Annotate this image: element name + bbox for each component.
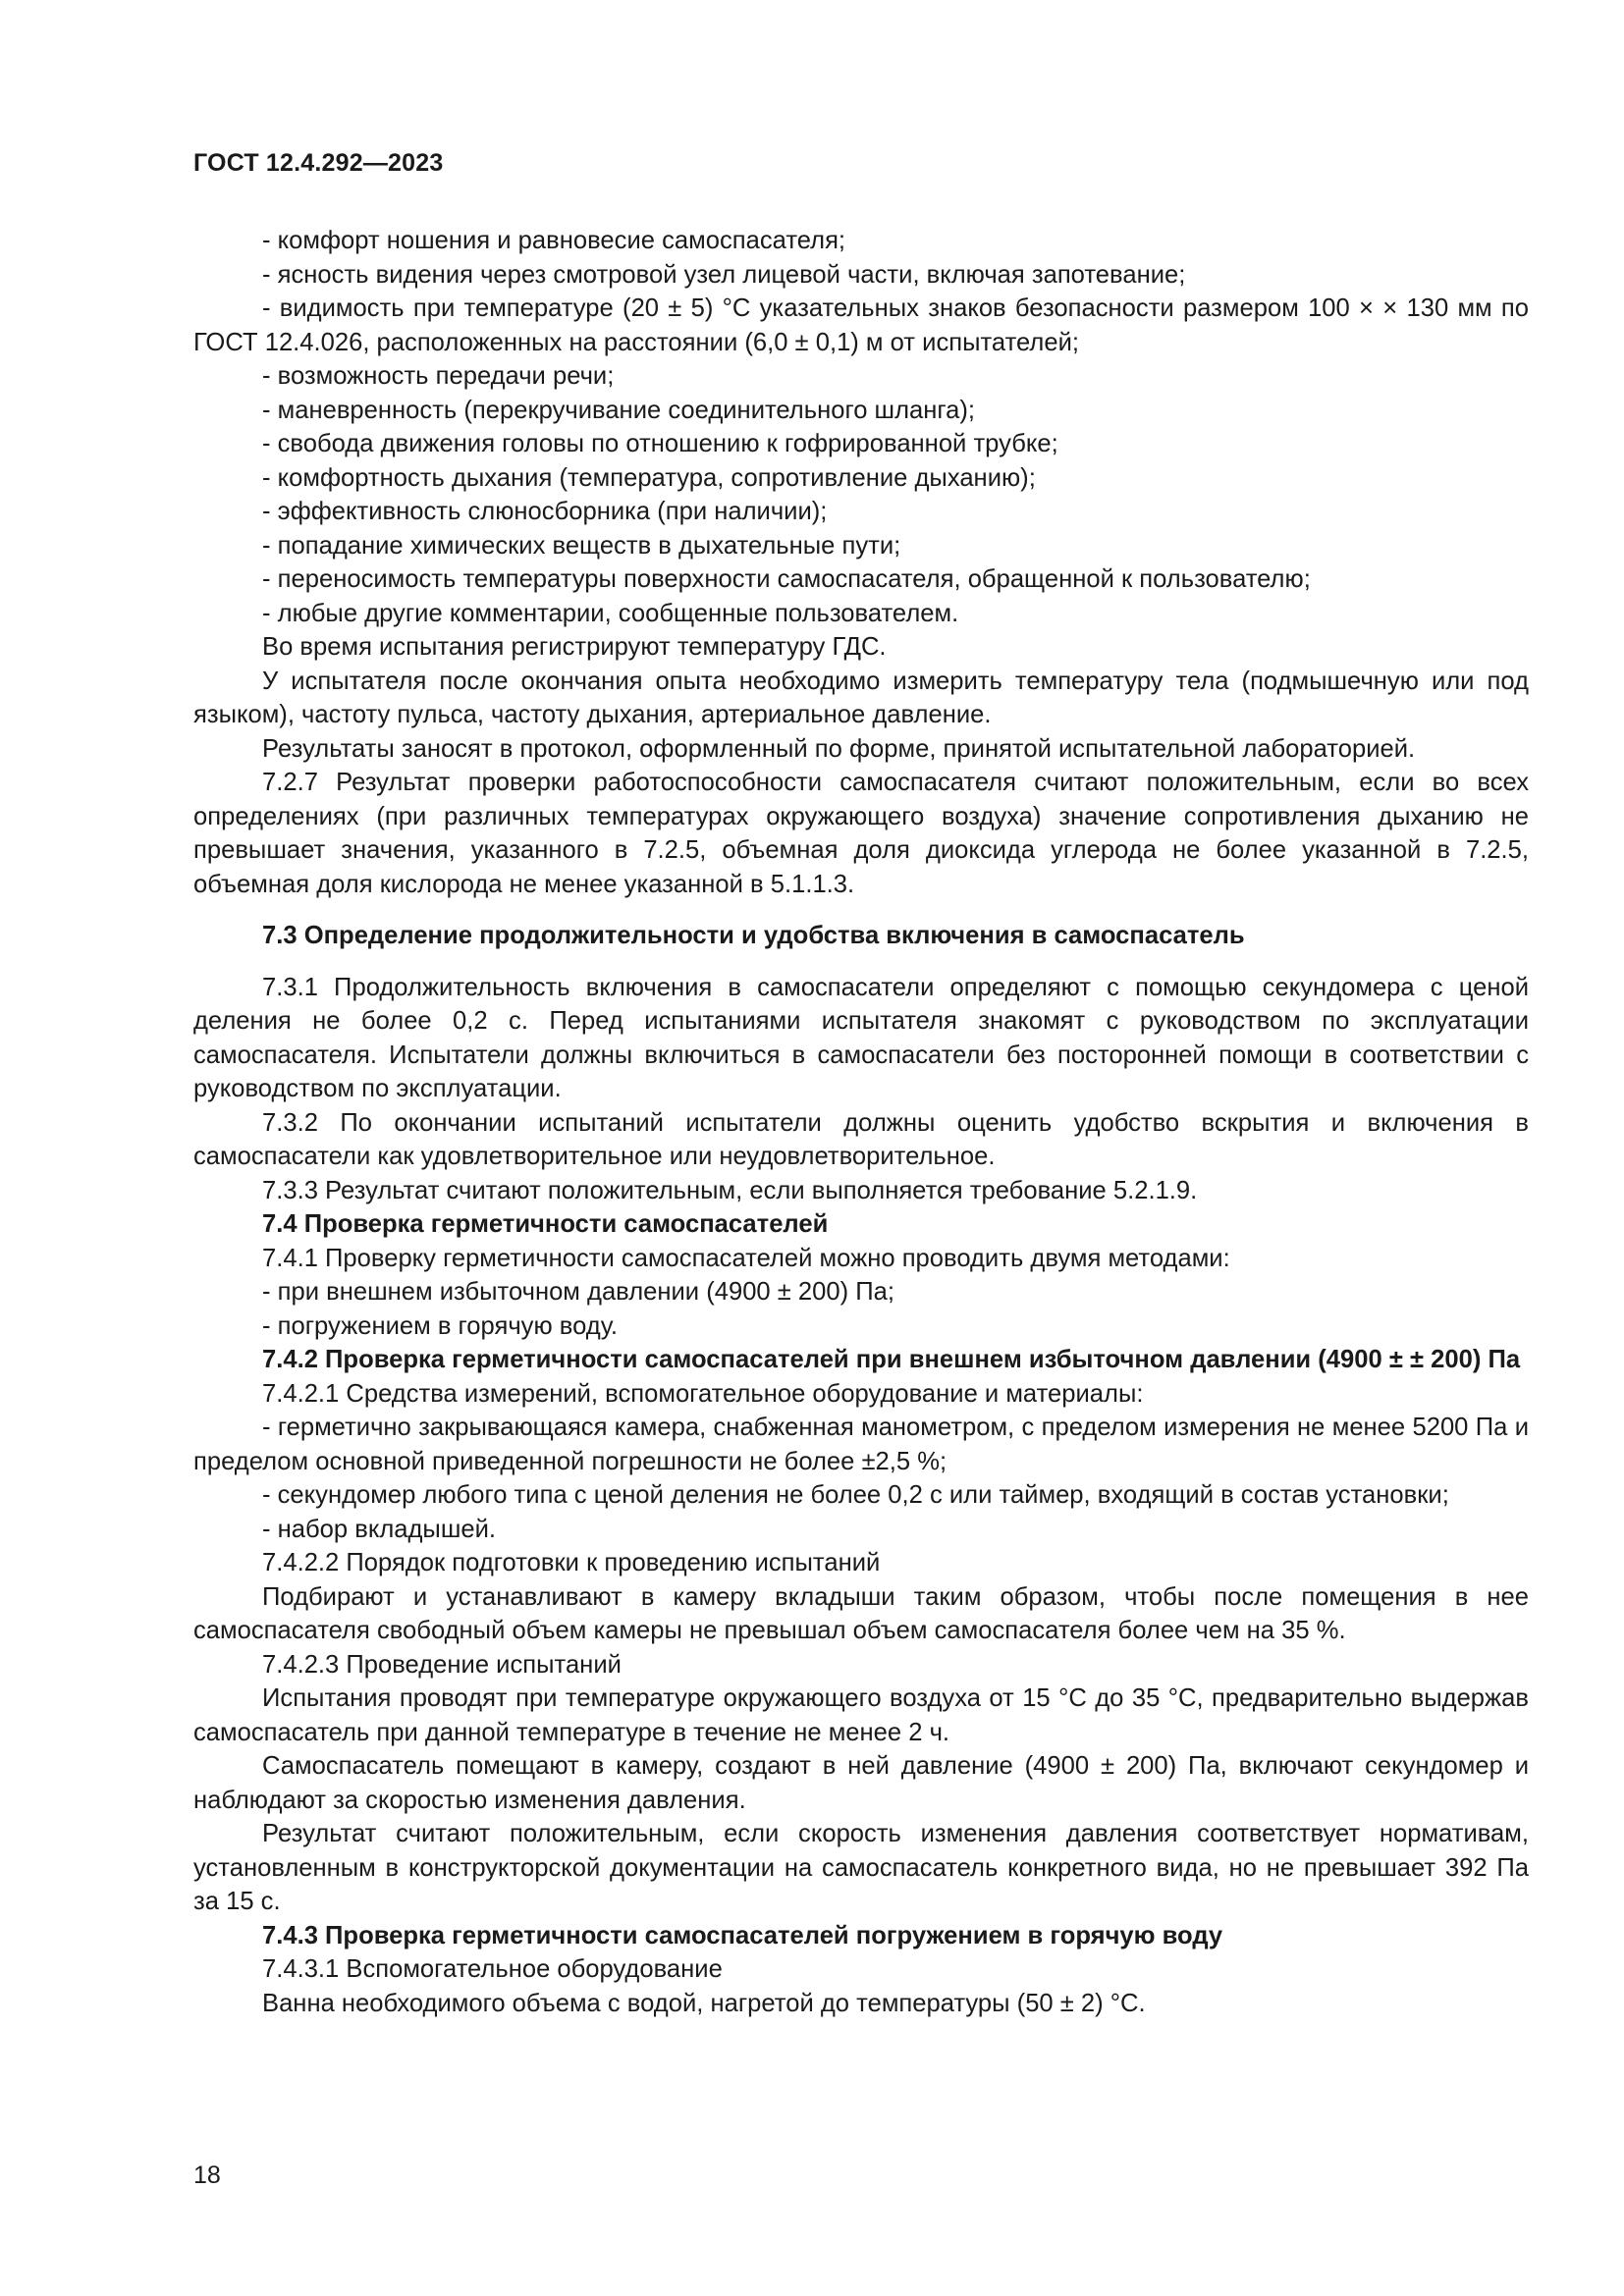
section-heading: 7.4.3 Проверка герметичности самоспасателей погружением в горячую воду	[262, 1921, 1223, 1949]
paragraph: - попадание химических веществ в дыхательные пути;	[262, 531, 901, 560]
page-number: 18	[193, 2162, 221, 2189]
paragraph: - любые другие комментарии, сообщенные пользователем.	[262, 599, 959, 627]
paragraph: 7.4.2.1 Средства измерений, вспомогательное оборудование и материалы:	[262, 1379, 1144, 1408]
paragraph: - погружением в горячую воду.	[262, 1311, 619, 1340]
paragraph: 7.2.7 Результат проверки работоспособности самоспасателя считают положительным, если во всех определениях (при различных температурах окружающего воздуха) значение сопротивления дыханию не превышает значения, указанного в 7.2.5, объемная доля диоксида углерода не более указанной в 7.2.5, объемная доля кислорода не менее указанной в 5.1.1.3.	[193, 769, 1529, 898]
paragraph: - ясность видения через смотровой узел лицевой части, включая запотевание;	[262, 260, 1186, 289]
paragraph: 7.3.3 Результат считают положительным, если выполняется требование 5.2.1.9.	[262, 1176, 1198, 1204]
paragraph: Ванна необходимого объема с водой, нагретой до температуры (50 ± 2) °С.	[262, 1989, 1146, 2017]
paragraph: - переносимость температуры поверхности самоспасателя, обращенной к пользователю;	[262, 565, 1311, 593]
paragraph: Во время испытания регистрируют температуру ГДС.	[262, 633, 887, 661]
section-heading: 7.4 Проверка герметичности самоспасателей	[262, 1210, 829, 1238]
paragraph: - видимость при температуре (20 ± 5) °С указательных знаков безопасности размером 100 × × 130 мм по ГОСТ 12.4.026, расположенных на расстоянии (6,0 ± 0,1) м от испытателей;	[193, 294, 1529, 356]
paragraph: - эффективность слюносборника (при наличии);	[262, 498, 828, 525]
document-body	[193, 224, 1529, 2020]
document-header: ГОСТ 12.4.292—2023	[193, 149, 444, 177]
paragraph: 7.3.1 Продолжительность включения в самоспасатели определяют с помощью секундомера с ценой деления не более 0,2 с. Перед испытаниями испытателя знакомят с руководством по эксплуатации самоспасателя. Испытатели должны включиться в самоспасатели без посторонней помощи в соответствии с руководством по эксплуатации.	[193, 973, 1529, 1102]
paragraph: Результаты заносят в протокол, оформленный по форме, принятой испытательной лабораторией.	[262, 734, 1416, 763]
paragraph: - набор вкладышей.	[262, 1515, 496, 1543]
paragraph: Результат считают положительным, если скорость изменения давления соответствует нормативам, установленным в конструкторской документации на самоспасатель конкретного вида, но не превышает 392 Па за 15 с.	[193, 1820, 1529, 1915]
paragraph: 7.4.3.1 Вспомогательное оборудование	[262, 1955, 723, 1983]
paragraph: 7.4.2.2 Порядок подготовки к проведению испытаний	[262, 1549, 881, 1576]
paragraph: Испытания проводят при температуре окружающего воздуха от 15 °С до 35 °С, предварительно выдержав самоспасатель при данной температуре в течение не менее 2 ч.	[193, 1684, 1529, 1746]
paragraph: - маневренность (перекручивание соединительного шланга);	[262, 396, 976, 424]
paragraph: - возможность передачи речи;	[262, 362, 615, 390]
paragraph: - комфорт ношения и равновесие самоспасателя;	[262, 227, 846, 254]
paragraph: - секундомер любого типа с ценой деления не более 0,2 с или таймер, входящий в состав установки;	[262, 1481, 1449, 1509]
paragraph: - герметично закрывающаяся камера, снабженная манометром, с пределом измерения не менее 5200 Па и пределом основной приведенной погрешности не более ±2,5 %;	[193, 1414, 1529, 1475]
paragraph: - комфортность дыхания (температура, сопротивление дыханию);	[262, 463, 1036, 492]
paragraph: Подбирают и устанавливают в камеру вкладыши таким образом, чтобы после помещения в нее самоспасателя свободный объем камеры не превышал объем самоспасателя более чем на 35 %.	[193, 1582, 1529, 1644]
paragraph: 7.4.2.3 Проведение испытаний	[262, 1650, 622, 1679]
section-heading: 7.3 Определение продолжительности и удобства включения в самоспасатель	[262, 922, 1245, 949]
section-heading: 7.4.2 Проверка герметичности самоспасателей при внешнем избыточном давлении (4900 ± ± 200) Па	[262, 1346, 1521, 1373]
paragraph: 7.3.2 По окончании испытаний испытатели должны оценить удобство вскрытия и включения в самоспасатели как удовлетворительное или неудовлетворительное.	[193, 1108, 1529, 1170]
paragraph: 7.4.1 Проверку герметичности самоспасателей можно проводить двумя методами:	[262, 1244, 1230, 1272]
paragraph: - при внешнем избыточном давлении (4900 ± 200) Па;	[262, 1278, 895, 1306]
paragraph: - свобода движения головы по отношению к гофрированной трубке;	[262, 430, 1058, 457]
paragraph: Самоспасатель помещают в камеру, создают в ней давление (4900 ± 200) Па, включают секундомер и наблюдают за скоростью изменения давления.	[193, 1752, 1529, 1814]
paragraph: У испытателя после окончания опыта необходимо измерить температуру тела (подмышечную или под языком), частоту пульса, частоту дыхания, артериальное давление.	[193, 667, 1529, 728]
